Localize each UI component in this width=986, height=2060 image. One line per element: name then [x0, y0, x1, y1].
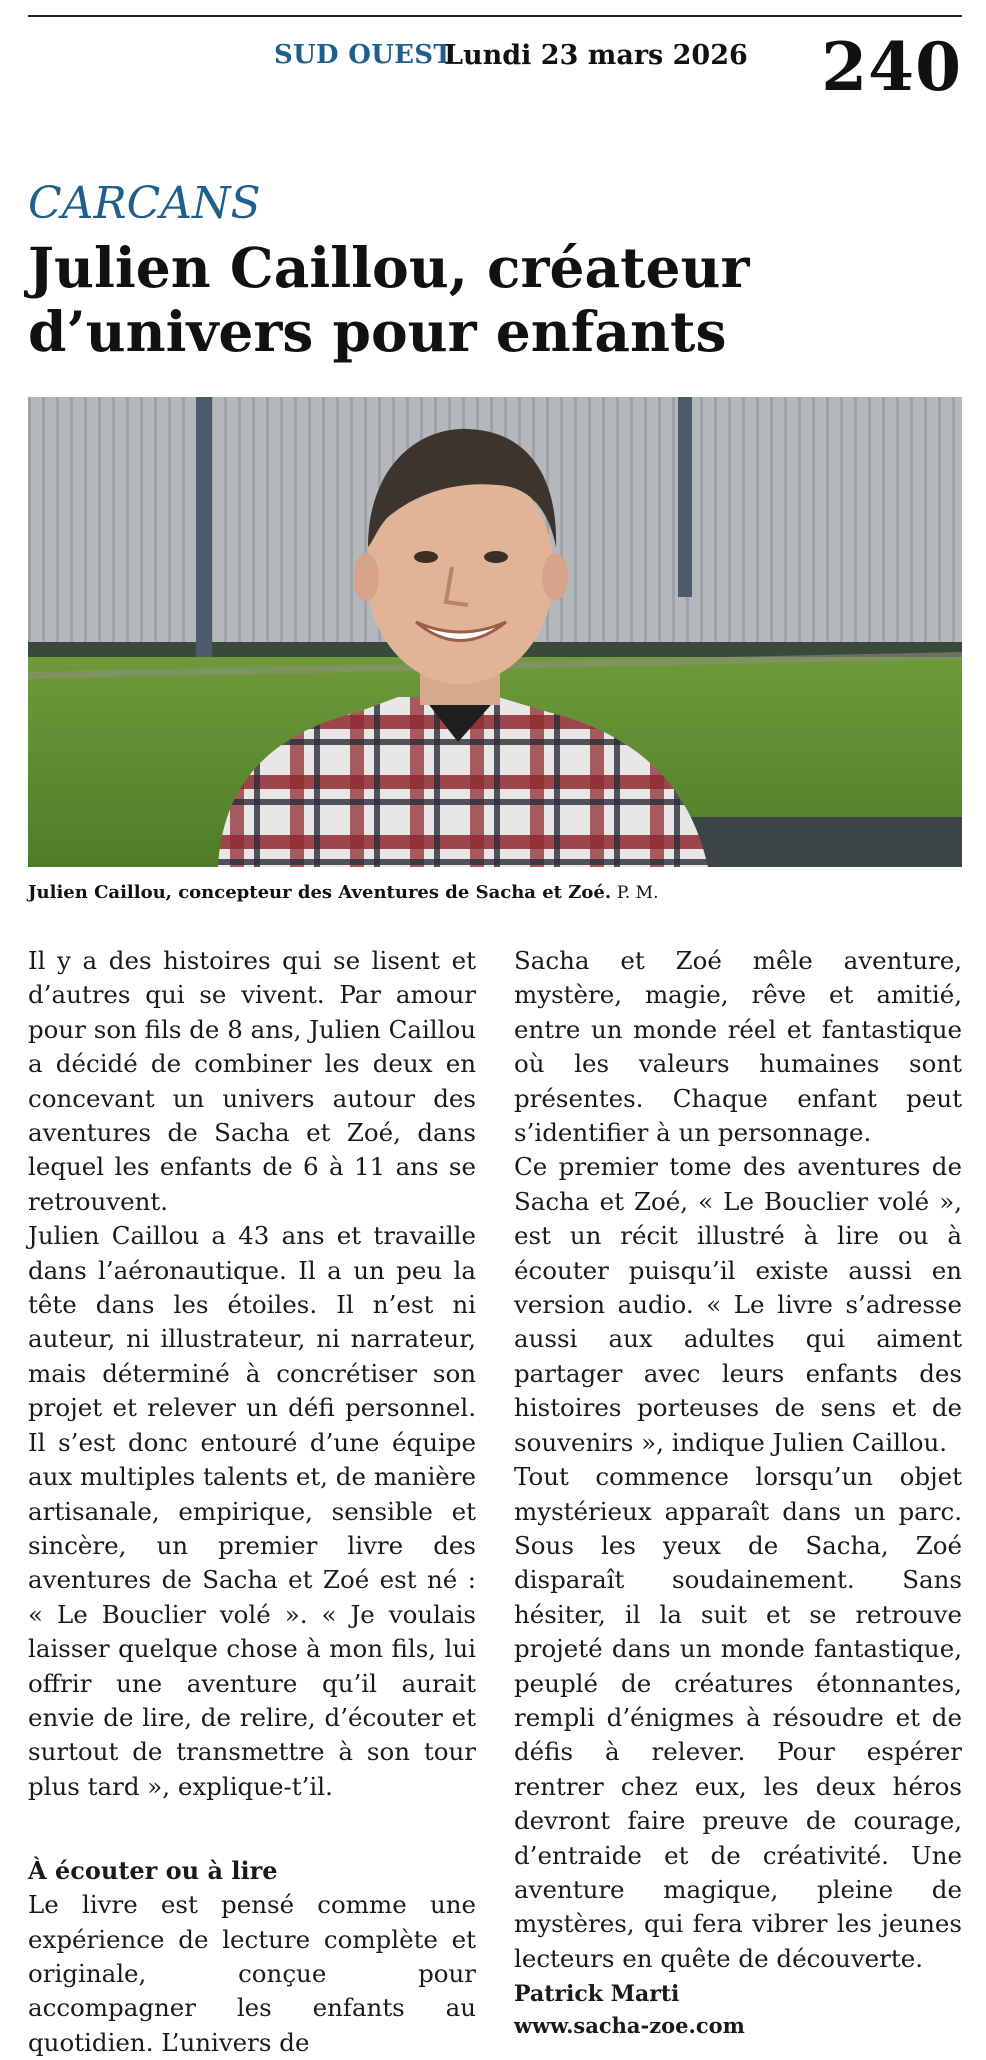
caption-text: Julien Caillou, concepteur des Aventures de Sacha et Zoé.: [28, 882, 612, 903]
article-column-1: [28, 944, 476, 2060]
paragraph: Julien Caillou a 43 ans et travaille dans l’aéronautique. Il a un peu la tête dans les étoiles. Il n’est ni auteur, ni illustrateur, ni narrateur, mais déterminé à concrétiser son projet et relever un défi personnel. Il s’est donc entouré d’une équipe aux multiples talents et, de manière artisanale, empirique, sensible et sincère, un premier livre des aventures de Sacha et Zoé est né : « Le Bouclier volé ». « Je voulais laisser quelque chose à mon fils, lui offrir une aventure qu’il aurait envie de lire, de relire, d’écouter et surtout de transmettre à son tour plus tard », explique-t’il.: [28, 1221, 476, 1801]
author-signature: Patrick Marti: [514, 1981, 680, 2008]
paragraph: Il y a des histoires qui se lisent et d’autres qui se vivent. Par amour pour son fils de 8 ans, Julien Caillou a décidé de combiner les deux en concevant un univers autour des aventures de Sacha et Zoé, dans lequel les enfants de 6 à 11 ans se retrouvent.: [28, 946, 476, 1216]
article-subhead: À écouter ou à lire: [28, 1856, 278, 1886]
website-link[interactable]: www.sacha-zoe.com: [514, 2013, 745, 2039]
page-header: [28, 28, 962, 106]
paragraph: Ce premier tome des aventures de Sacha et Zoé, « Le Bouclier volé », est un récit illustré à lire ou à écouter puisqu’il existe aussi en version audio. « Le livre s’adresse aussi aux adultes qui aiment partager avec leurs enfants des histoires porteuses de sens et de souvenirs », indique Julien Caillou.: [514, 1152, 962, 1457]
article-photo: [28, 397, 962, 867]
article-title: Julien Caillou, créateur d’univers pour enfants: [28, 235, 750, 364]
photo-credit: P. M.: [616, 883, 659, 903]
article-kicker: CARCANS: [28, 178, 261, 229]
paragraph: Le livre est pensé comme une expérience de lecture complète et originale, conçue pour accompagner les enfants au quotidien. L’univers de: [28, 1890, 476, 2057]
issue-date: Lundi 23 mars 2026: [444, 40, 748, 71]
page-number: 240: [821, 28, 962, 106]
publication-name: SUD OUEST: [274, 40, 454, 70]
photo-caption: [28, 882, 658, 903]
article-column-2: [514, 944, 962, 2042]
paragraph: Sacha et Zoé mêle aventure, mystère, magie, rêve et amitié, entre un monde réel et fantastique où les valeurs humaines sont présentes. Chaque enfant peut s’identifier à un personnage.: [514, 946, 962, 1148]
top-rule: [28, 15, 962, 17]
paragraph: Tout commence lorsqu’un objet mystérieux apparaît dans un parc. Sous les yeux de Sacha, Zoé disparaît soudainement. Sans hésiter, il la suit et se retrouve projeté dans un monde fantastique, peuplé de créatures étonnantes, rempli d’énigmes à résoudre et de défis à relever. Pour espérer rentrer chez eux, les deux héros devront faire preuve de courage, d’entraide et de créativité. Une aventure magique, pleine de mystères, qui fera vibrer les jeunes lecteurs en quête de découverte.: [514, 1462, 962, 1973]
